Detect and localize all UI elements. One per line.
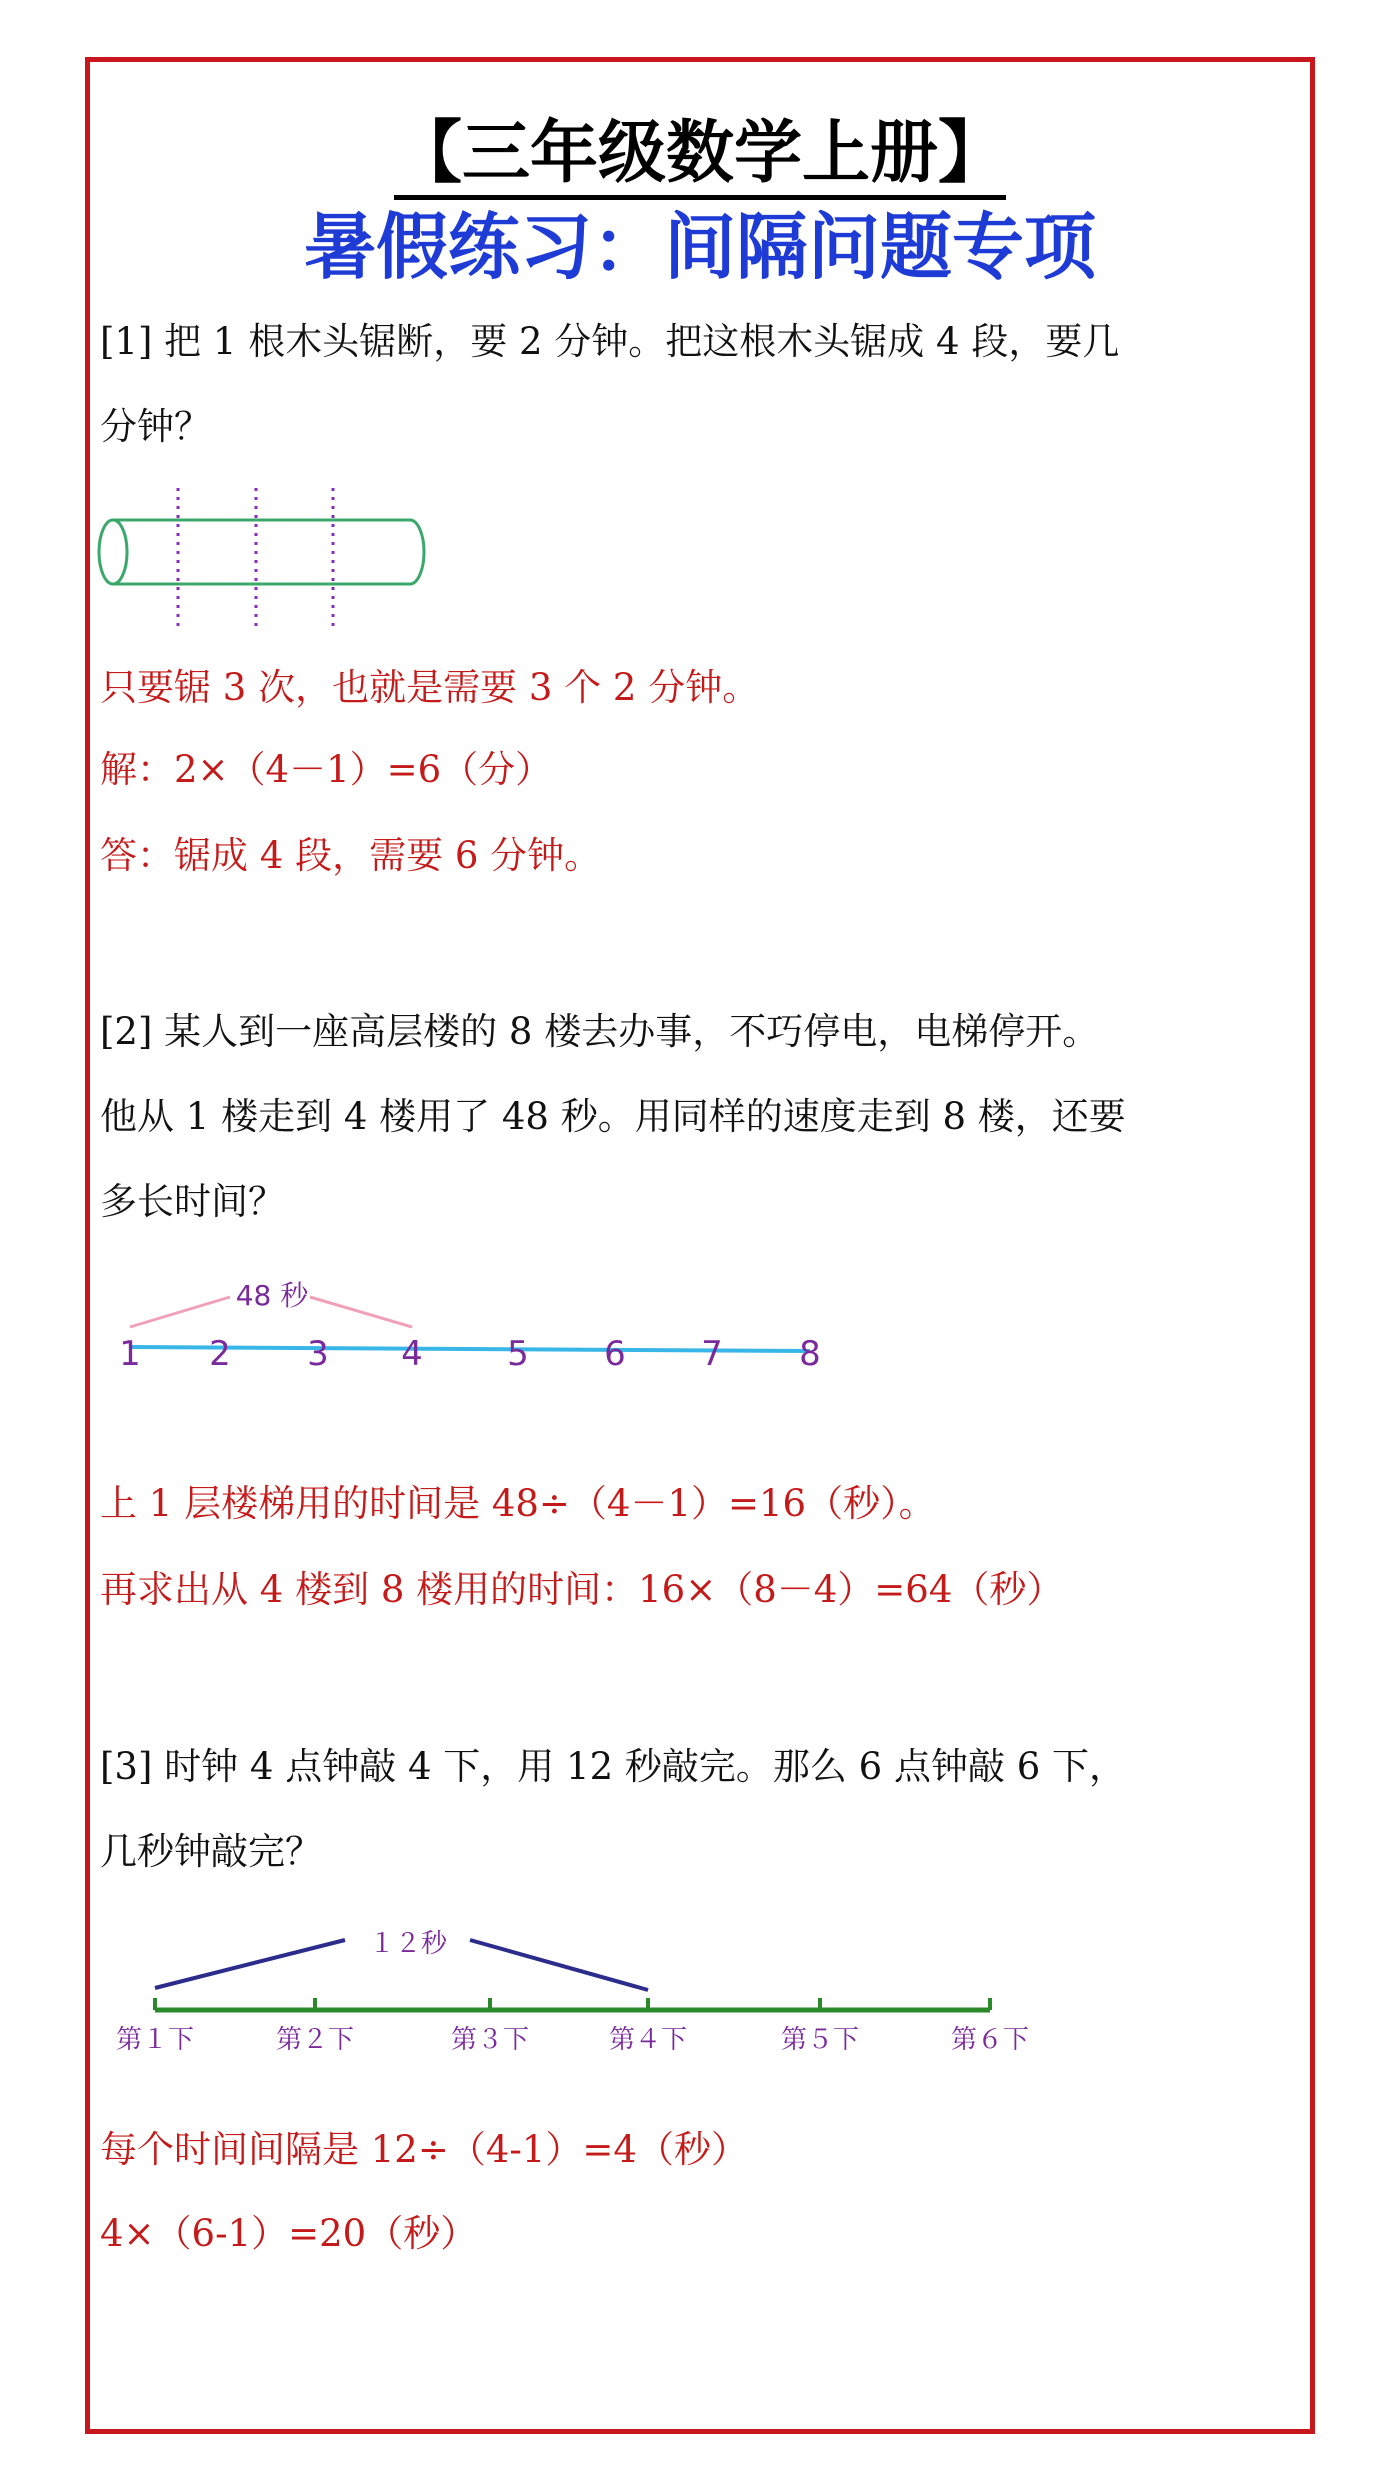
- q3-step2: 4×（6-1）=20（秒）: [100, 2212, 478, 2255]
- q1-hint: 只要锯 3 次，也就是需要 3 个 2 分钟。: [100, 666, 760, 709]
- q1-answer: 答：锯成 4 段，需要 6 分钟。: [100, 834, 602, 877]
- strike-label-5: 第５下: [780, 2025, 860, 2055]
- strike-label-1: 第１下: [115, 2025, 195, 2055]
- q2-text-line3: 多长时间？: [100, 1180, 285, 1223]
- q2-brace-label: 48 秒: [235, 1279, 309, 1312]
- q2-text-line1: [2] 某人到一座高层楼的 8 楼去办事，不巧停电，电梯停开。: [100, 1010, 1100, 1053]
- q1-text-line1: [1] 把 1 根木头锯断，要 2 分钟。把这根木头锯成 4 段，要几: [100, 320, 1120, 363]
- log-diagram: [95, 480, 425, 640]
- strike-label-2: 第２下: [275, 2025, 355, 2055]
- q3-text-line1: [3] 时钟 4 点钟敲 4 下，用 12 秒敲完。那么 6 点钟敲 6 下，: [100, 1745, 1127, 1788]
- floor-diagram: [100, 1265, 840, 1385]
- floor-label-4: 4: [401, 1334, 423, 1374]
- strike-label-3: 第３下: [450, 2025, 530, 2055]
- q1-text-line2: 分钟？: [100, 405, 211, 448]
- q3-step1: 每个时间间隔是 12÷（4-1）=4（秒）: [100, 2128, 748, 2171]
- floor-label-1: 1: [119, 1334, 141, 1374]
- strike-label-6: 第６下: [950, 2025, 1030, 2055]
- q2-step2: 再求出从 4 楼到 8 楼用的时间：16×（8－4）=64（秒）: [100, 1568, 1064, 1611]
- q1-solution: 解：2×（4－1）=6（分）: [100, 748, 553, 791]
- floor-label-8: 8: [799, 1334, 821, 1374]
- strike-label-4: 第４下: [608, 2025, 688, 2055]
- floor-label-2: 2: [209, 1334, 231, 1374]
- q3-brace-label: １２秒: [368, 1929, 448, 1959]
- floor-label-3: 3: [307, 1334, 329, 1374]
- page-border: [85, 57, 1315, 2434]
- page-title: 【三年级数学上册】: [0, 112, 1400, 196]
- clock-strike-diagram: [100, 1910, 1060, 2070]
- q2-step1: 上 1 层楼梯用的时间是 48÷（4－1）=16（秒）。: [100, 1482, 936, 1525]
- q3-text-line2: 几秒钟敲完？: [100, 1830, 322, 1873]
- q2-text-line2: 他从 1 楼走到 4 楼用了 48 秒。用同样的速度走到 8 楼，还要: [100, 1095, 1126, 1138]
- floor-label-6: 6: [604, 1334, 626, 1374]
- log-body: [113, 520, 424, 584]
- floor-label-5: 5: [507, 1334, 529, 1374]
- floor-label-7: 7: [701, 1334, 723, 1374]
- page-subtitle: 暑假练习：间隔问题专项: [303, 205, 1096, 289]
- log-end: [99, 520, 127, 584]
